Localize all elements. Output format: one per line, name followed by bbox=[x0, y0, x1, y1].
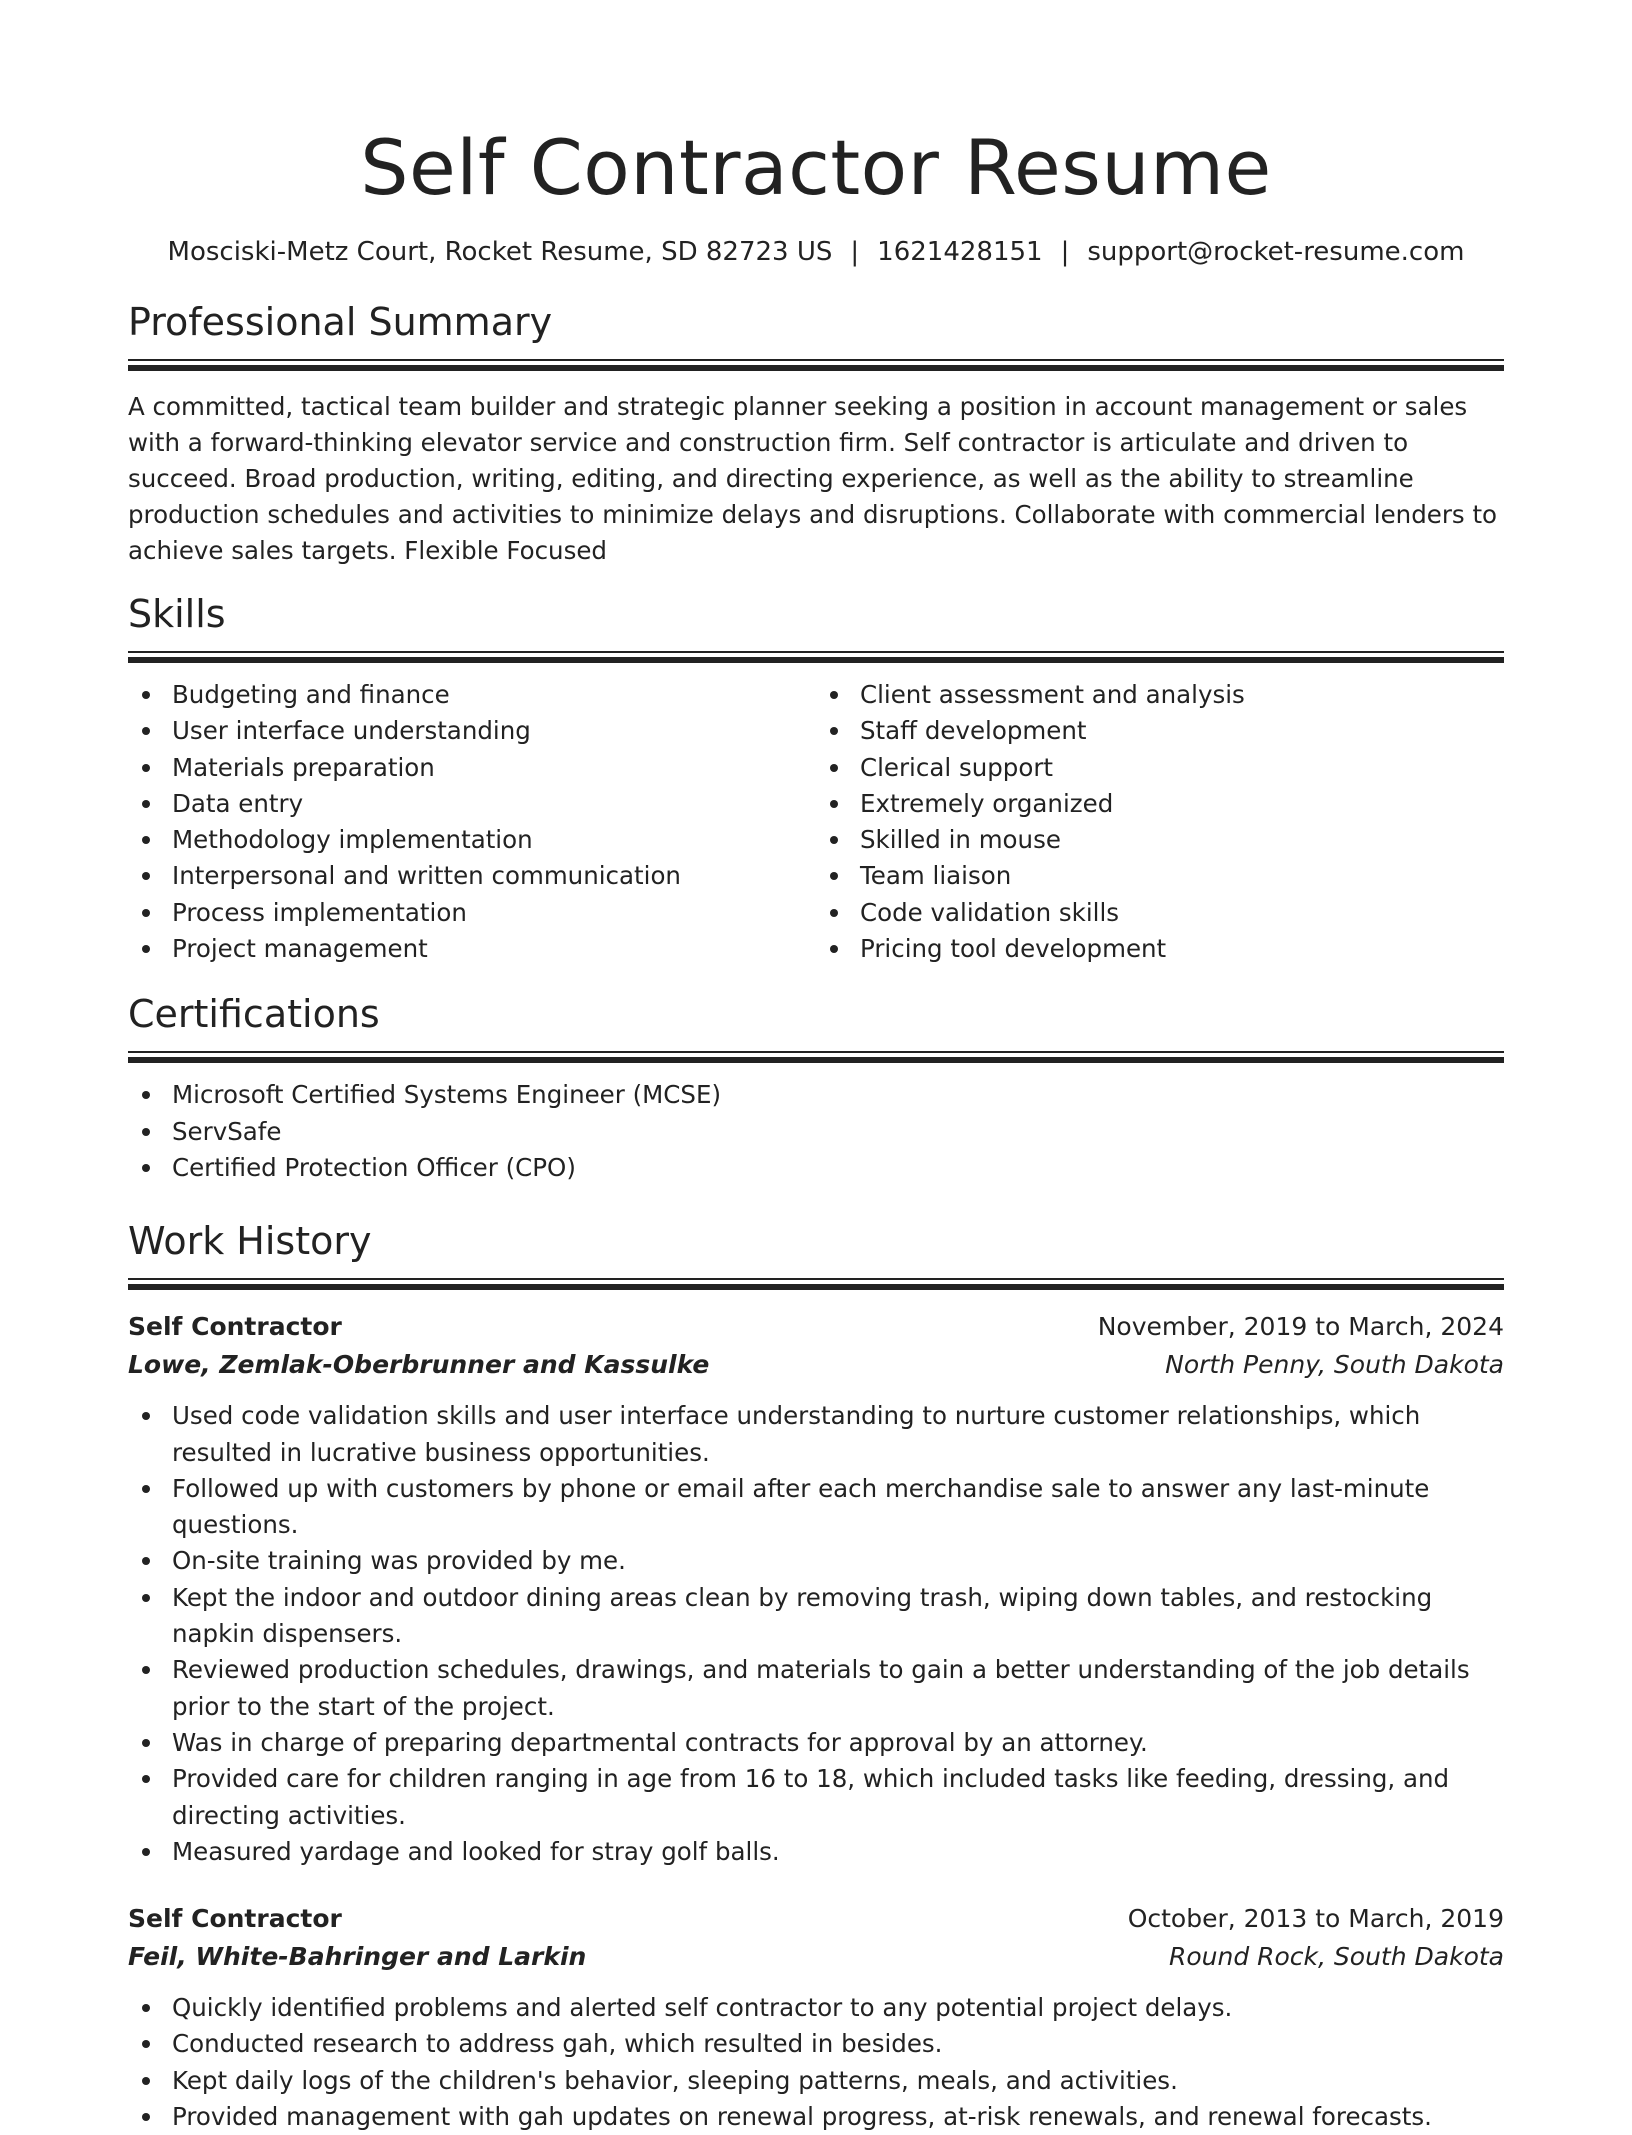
section-divider bbox=[128, 651, 1504, 663]
job-bullet: Followed up with customers by phone or email after each merchandise sale to answer any last-minute questions. bbox=[128, 1471, 1504, 1544]
skill-item: Project management bbox=[128, 931, 816, 967]
skill-item: Interpersonal and written communication bbox=[128, 858, 816, 894]
job-header-row bbox=[128, 1900, 1504, 1938]
certification-item: Certified Protection Officer (CPO) bbox=[128, 1150, 1504, 1186]
section-divider bbox=[128, 1051, 1504, 1063]
job-company-row bbox=[128, 1938, 1504, 1976]
skills-section bbox=[128, 589, 1504, 967]
skills-list-right bbox=[816, 677, 1504, 967]
resume-title: Self Contractor Resume bbox=[360, 123, 1272, 212]
skill-item: Extremely organized bbox=[816, 786, 1504, 822]
contact-address: Mosciski-Metz Court, Rocket Resume, SD 82723 US bbox=[167, 237, 833, 267]
job-bullets bbox=[128, 1990, 1504, 2135]
certifications-list bbox=[128, 1077, 1504, 1186]
work-history-section bbox=[128, 1216, 1504, 2135]
job-bullet: Measured yardage and looked for stray golf balls. bbox=[128, 1834, 1504, 1870]
skill-item: Client assessment and analysis bbox=[816, 677, 1504, 713]
skill-item: Materials preparation bbox=[128, 750, 816, 786]
summary-heading: Professional Summary bbox=[128, 300, 553, 344]
skills-grid bbox=[128, 677, 1504, 967]
skill-item: Clerical support bbox=[816, 750, 1504, 786]
contact-separator: | bbox=[1060, 237, 1070, 267]
job-bullet: Provided management with gah updates on renewal progress, at-risk renewals, and renewal forecasts. bbox=[128, 2099, 1504, 2135]
skills-heading: Skills bbox=[128, 592, 226, 636]
certification-item: Microsoft Certified Systems Engineer (MCSE) bbox=[128, 1077, 1504, 1113]
skill-item: Team liaison bbox=[816, 858, 1504, 894]
contact-phone: 1621428151 bbox=[877, 237, 1043, 267]
job-entry bbox=[128, 1900, 1504, 2135]
contact-email: support@rocket-resume.com bbox=[1087, 237, 1465, 267]
contact-line bbox=[128, 234, 1504, 270]
job-dates: November, 2019 to March, 2024 bbox=[1097, 1312, 1504, 1342]
skill-item: Data entry bbox=[128, 786, 816, 822]
skill-item: Process implementation bbox=[128, 895, 816, 931]
job-bullets bbox=[128, 1398, 1504, 1870]
job-title: Self Contractor bbox=[128, 1312, 342, 1342]
job-location: Round Rock, South Dakota bbox=[1168, 1942, 1504, 1972]
job-bullet: Kept daily logs of the children's behavior, sleeping patterns, meals, and activities. bbox=[128, 2063, 1504, 2099]
job-company: Feil, White-Bahringer and Larkin bbox=[128, 1942, 587, 1972]
job-dates: October, 2013 to March, 2019 bbox=[1127, 1904, 1504, 1934]
job-bullet: Quickly identified problems and alerted self contractor to any potential project delays. bbox=[128, 1990, 1504, 2026]
skill-item: Staff development bbox=[816, 713, 1504, 749]
job-bullet: Used code validation skills and user interface understanding to nurture customer relationships, which resulted in lucrative business opportunities. bbox=[128, 1398, 1504, 1471]
job-bullet: Conducted research to address gah, which resulted in besides. bbox=[128, 2026, 1504, 2062]
job-company-row bbox=[128, 1346, 1504, 1384]
section-divider bbox=[128, 359, 1504, 371]
job-bullet: Provided care for children ranging in age from 16 to 18, which included tasks like feeding, dressing, and directing activities. bbox=[128, 1761, 1504, 1834]
certifications-heading: Certifications bbox=[128, 992, 380, 1037]
summary-section bbox=[128, 297, 1504, 569]
skill-item: Pricing tool development bbox=[816, 931, 1504, 967]
summary-text: A committed, tactical team builder and strategic planner seeking a position in account management or sales with a forward-thinking elevator service and construction firm. Self contractor is articulate and driven to succeed. Broad production, writing, editing, and directing experience, as well as the ability to streamline production schedules and activities to minimize delays and disruptions. Collaborate with commercial lenders to achieve sales targets. Flexible Focused bbox=[128, 392, 1498, 565]
skills-list-left bbox=[128, 677, 816, 967]
skill-item: Methodology implementation bbox=[128, 822, 816, 858]
skill-item: Code validation skills bbox=[816, 895, 1504, 931]
skill-item: Skilled in mouse bbox=[816, 822, 1504, 858]
job-bullet: Was in charge of preparing departmental contracts for approval by an attorney. bbox=[128, 1725, 1504, 1761]
job-location: North Penny, South Dakota bbox=[1165, 1350, 1504, 1380]
section-divider bbox=[128, 1278, 1504, 1290]
job-bullet: Kept the indoor and outdoor dining areas clean by removing trash, wiping down tables, and restocking napkin dispensers. bbox=[128, 1580, 1504, 1653]
skill-item: Budgeting and finance bbox=[128, 677, 816, 713]
job-title: Self Contractor bbox=[128, 1904, 342, 1934]
job-entry bbox=[128, 1308, 1504, 1870]
job-header-row bbox=[128, 1308, 1504, 1346]
certifications-section bbox=[128, 989, 1504, 1186]
job-company: Lowe, Zemlak-Oberbrunner and Kassulke bbox=[128, 1350, 710, 1380]
job-bullet: Reviewed production schedules, drawings, and materials to gain a better understanding of the job details prior to the start of the project. bbox=[128, 1652, 1504, 1725]
work-history-heading: Work History bbox=[128, 1219, 372, 1264]
certification-item: ServSafe bbox=[128, 1114, 1504, 1150]
skill-item: User interface understanding bbox=[128, 713, 816, 749]
job-bullet: On-site training was provided by me. bbox=[128, 1543, 1504, 1579]
contact-separator: | bbox=[850, 237, 860, 267]
